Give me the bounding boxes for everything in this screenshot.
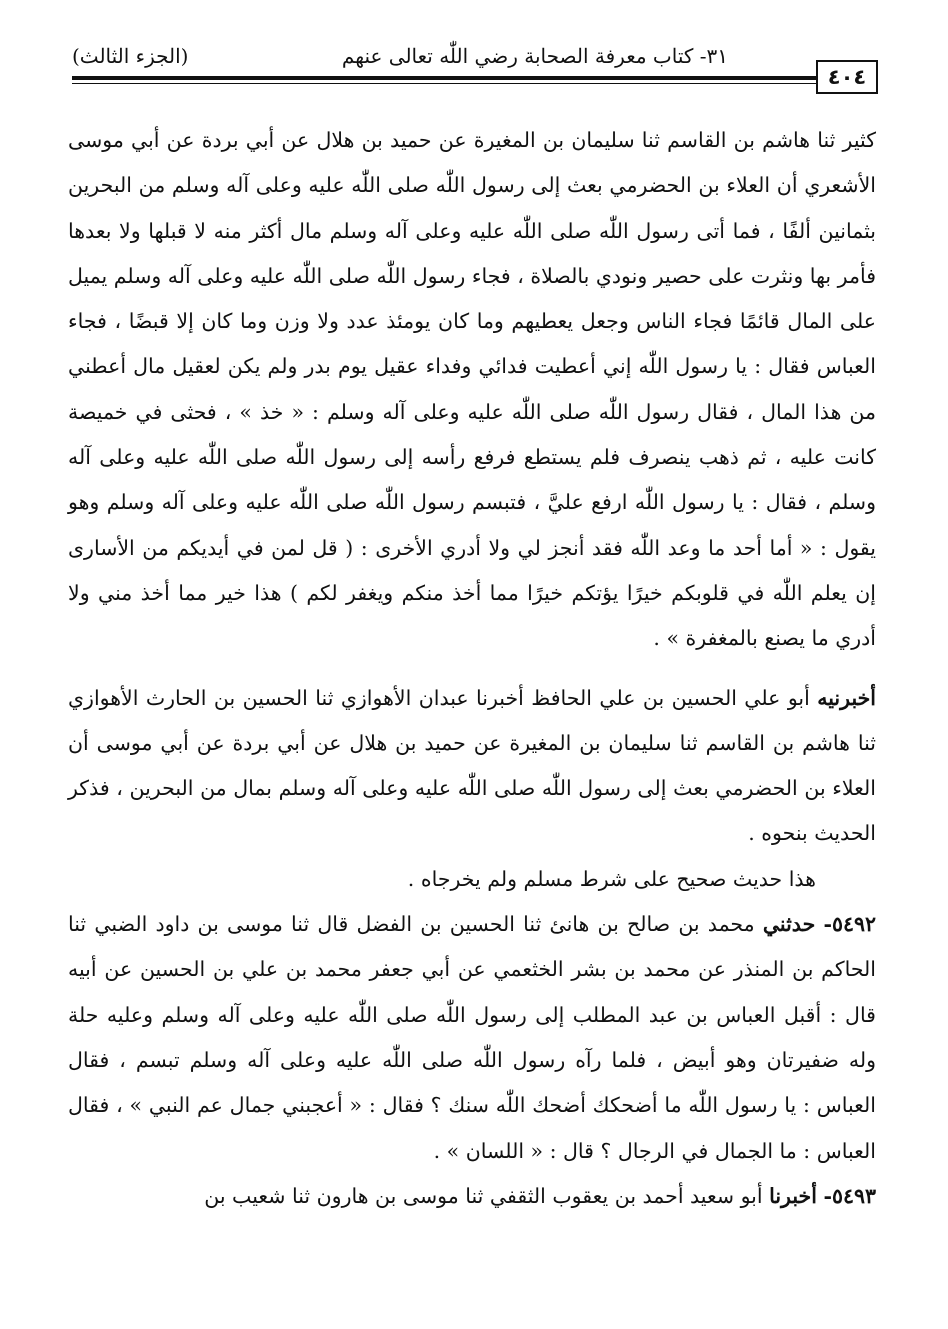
page-header (72, 44, 878, 100)
paragraph-hadith-continuation (68, 118, 876, 662)
page-number: ٤٠٤ (816, 60, 878, 94)
paragraph-lead-word: حدثني (762, 912, 816, 937)
page-body (68, 118, 876, 1219)
paragraph-text: هذا حديث صحيح على شرط مسلم ولم يخرجاه . (407, 866, 816, 891)
paragraph-text: أبو سعيد أحمد بن يعقوب الثقفي ثنا موسى بن هارون ثنا شعيب بن (204, 1183, 770, 1208)
hadith-5492 (68, 902, 876, 1174)
paragraph-akhbaraneehi (68, 676, 876, 857)
hadith-number: ٥٤٩٢- (823, 912, 876, 937)
hadith-5493 (68, 1174, 876, 1219)
volume-label: (الجزء الثالث) (72, 44, 189, 68)
hadith-number: ٥٤٩٣- (823, 1183, 876, 1208)
paragraph-grading (68, 857, 876, 902)
paragraph-text: محمد بن صالح بن هانئ ثنا الحسين بن الفضل قال ثنا موسى بن داود الضبي ثنا الحاكم بن المنذر عن محمد بن بشر الخثعمي عن أبي جعفر محمد بن علي بن الحسين عن أبيه قال : أقبل العباس بن عبد المطلب إلى رسول اللّٰه صلى اللّٰه عليه وعلى آله وسلم وعليه حلة وله ضفيرتان وهو أبيض ، فلما رآه رسول اللّٰه صلى اللّٰه عليه وعلى آله وسلم تبسم ، فقال العباس : يا رسول اللّٰه ما أضحكك أضحك اللّٰه سنك ؟ فقال : « أعجبني جمال عم النبي » ، فقال العباس : ما الجمال في الرجال ؟ قال : « اللسان » . (68, 912, 876, 1163)
chapter-title: ٣١- كتاب معرفة الصحابة رضي اللّٰه تعالى عنهم (341, 44, 728, 68)
paragraph-lead-word: أخبرنا (769, 1183, 817, 1208)
paragraph-lead-word: أخبرنيه (817, 685, 876, 710)
paragraph-text: كثير ثنا هاشم بن القاسم ثنا سليمان بن المغيرة عن حميد بن هلال عن أبي بردة عن أبي موسى الأشعري أن العلاء بن الحضرمي بعث إلى رسول اللّٰه صلى اللّٰه عليه وعلى آله وسلم من البحرين بثمانين ألفًا ، فما أتى رسول اللّٰه صلى اللّٰه عليه وعلى آله وسلم مال أكثر منه لا قبلها ولا بعدها فأمر بها ونثرت على حصير ونودي بالصلاة ، فجاء رسول اللّٰه صلى اللّٰه عليه وعلى آله وسلم يميل على المال قائمًا فجاء الناس وجعل يعطيهم وما كان يومئذ عدد ولا وزن وما كان إلا قبضًا ، فجاء العباس فقال : يا رسول اللّٰه إني أعطيت فدائي وفداء عقيل يوم بدر ولم يكن لعقيل مال أعطني من هذا المال ، فقال رسول اللّٰه صلى اللّٰه عليه وعلى آله وسلم : « خذ » ، فحثى في خميصة كانت عليه ، ثم ذهب ينصرف فلم يستطع فرفع رأسه إلى رسول اللّٰه صلى اللّٰه عليه وعلى آله وسلم ، فقال : يا رسول اللّٰه ارفع عليَّ ، فتبسم رسول اللّٰه صلى اللّٰه عليه وعلى آله وسلم وهو يقول : « أما أحد ما وعد اللّٰه فقد أنجز لي ولا أدري الأخرى : ( قل لمن في أيديكم من الأسارى إن يعلم اللّٰه في قلوبكم خيرًا يؤتكم خيرًا مما أخذ منكم ويغفر لكم ) هذا خير مما أخذ مني ولا أدري ما يصنع بالمغفرة » . (67, 128, 876, 651)
header-rule (72, 76, 816, 80)
paragraph-text: أبو علي الحسين بن علي الحافظ أخبرنا عبدان الأهوازي ثنا الحسين بن الحارث الأهوازي ثنا هاشم بن القاسم ثنا سليمان بن المغيرة عن حميد بن هلال عن أبي بردة عن أبي موسى أن العلاء بن الحضرمي بعث إلى رسول اللّٰه صلى اللّٰه عليه وعلى آله وسلم بمال من البحرين ، فذكر الحديث بنحوه . (68, 685, 876, 846)
header-rule-thin (72, 83, 816, 84)
